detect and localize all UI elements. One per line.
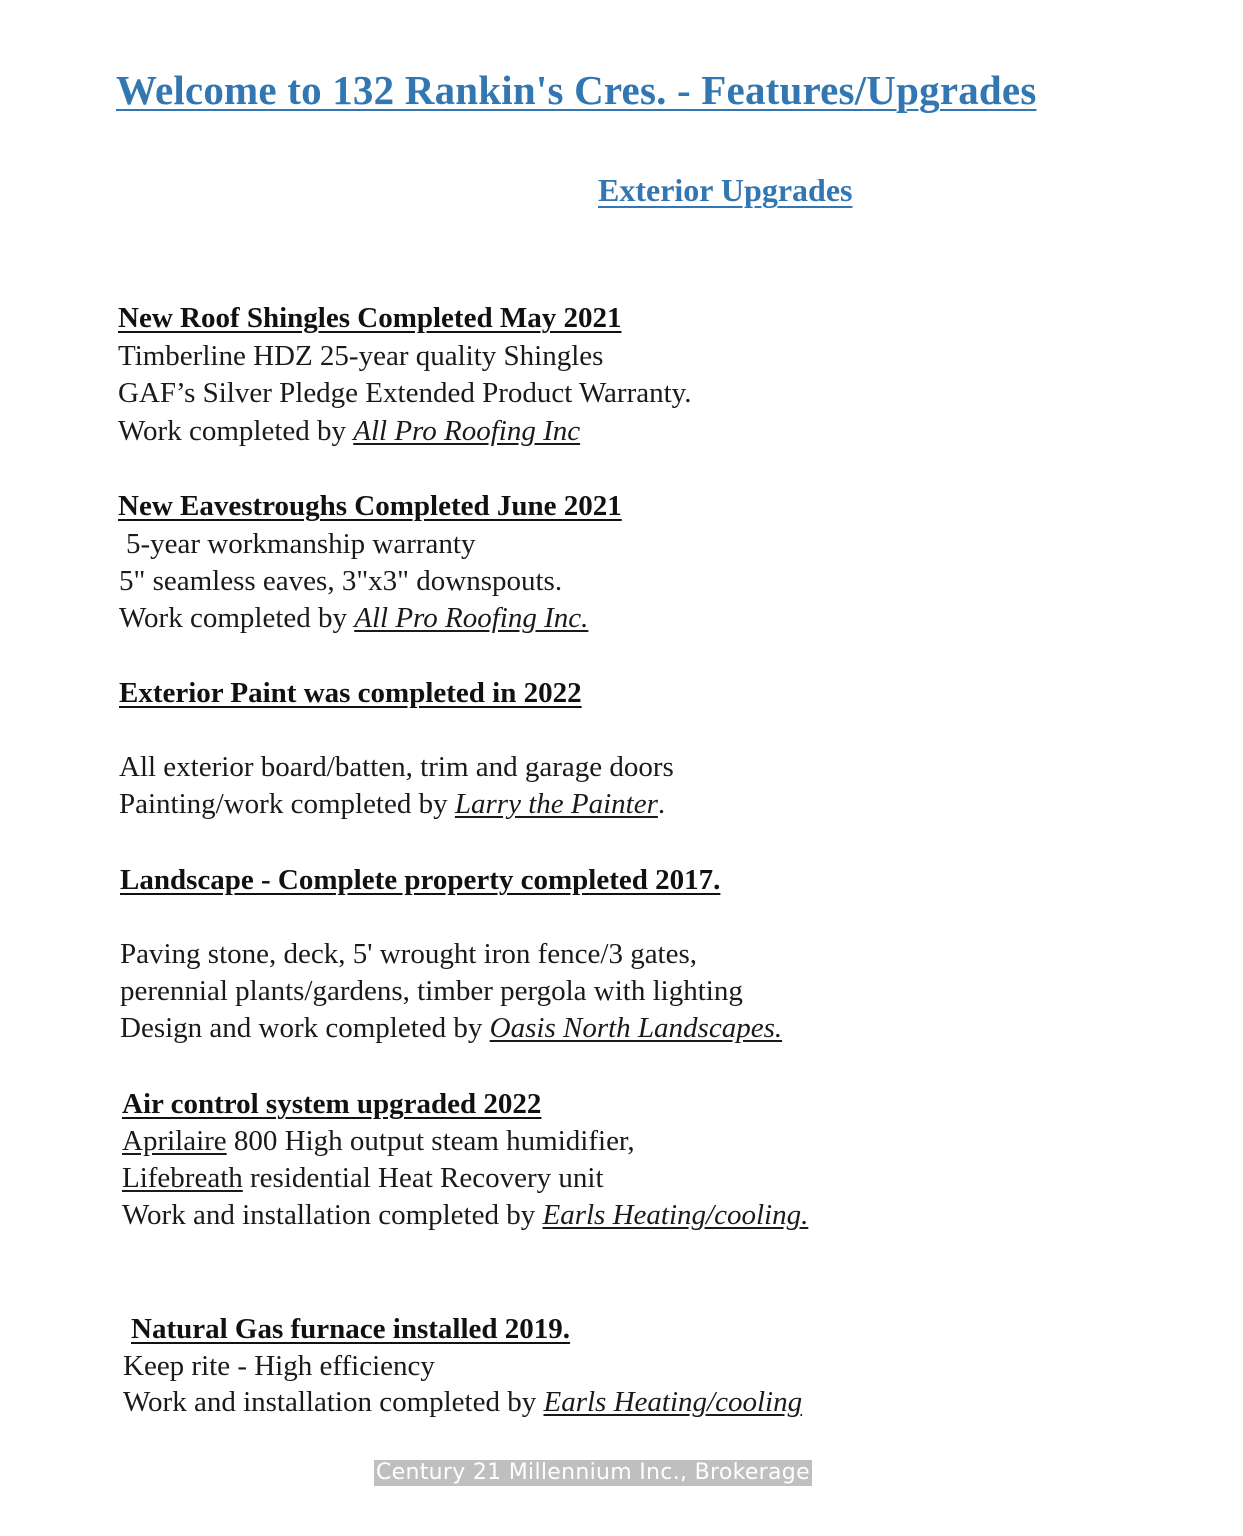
air-line-1	[122, 1125, 635, 1158]
paint-heading: Exterior Paint was completed in 2022	[119, 677, 582, 709]
aprilaire-brand: Aprilaire	[122, 1125, 227, 1157]
furnace-line-1: Keep rite - High efficiency	[123, 1350, 435, 1382]
air-line-2	[122, 1162, 604, 1195]
eaves-line-3	[119, 602, 588, 635]
landscape-line-3-prefix: Design and work completed by	[120, 1012, 490, 1044]
paint-line-2	[119, 788, 665, 821]
air-line-3-prefix: Work and installation completed by	[122, 1199, 543, 1231]
lifebreath-brand: Lifebreath	[122, 1162, 243, 1194]
eaves-line-1: 5-year workmanship warranty	[126, 528, 476, 560]
air-line-3	[122, 1199, 808, 1232]
roof-line-2: GAF’s Silver Pledge Extended Product Warranty.	[118, 377, 692, 409]
furnace-contractor: Earls Heating/cooling	[543, 1386, 803, 1418]
landscape-line-2: perennial plants/gardens, timber pergola with lighting	[120, 975, 743, 1007]
landscape-heading: Landscape - Complete property completed 2017.	[120, 864, 721, 896]
air-line-1-rest: 800 High output steam humidifier,	[226, 1125, 635, 1157]
furnace-heading: Natural Gas furnace installed 2019.	[131, 1313, 571, 1345]
paint-line-1: All exterior board/batten, trim and garage doors	[119, 751, 674, 783]
section-title-exterior-upgrades: Exterior Upgrades	[598, 172, 853, 208]
paint-line-2-suffix: .	[657, 788, 666, 820]
paint-line-2-prefix: Painting/work completed by	[119, 788, 455, 820]
roof-line-3-prefix: Work completed by	[118, 415, 354, 447]
landscape-contractor: Oasis North Landscapes.	[489, 1012, 783, 1044]
air-contractor: Earls Heating/cooling.	[542, 1199, 809, 1231]
air-heading: Air control system upgraded 2022	[122, 1088, 542, 1120]
brokerage-watermark: Century 21 Millennium Inc., Brokerage	[376, 1460, 810, 1485]
eaves-heading: New Eavestroughs Completed June 2021	[118, 490, 622, 522]
roof-heading: New Roof Shingles Completed May 2021	[118, 302, 622, 334]
landscape-line-3	[120, 1012, 782, 1045]
paint-contractor: Larry the Painter	[454, 788, 658, 820]
furnace-line-2-prefix: Work and installation completed by	[123, 1386, 544, 1418]
landscape-line-1: Paving stone, deck, 5' wrought iron fence/3 gates,	[120, 938, 698, 970]
eaves-line-3-prefix: Work completed by	[119, 602, 355, 634]
eaves-contractor: All Pro Roofing Inc.	[354, 602, 589, 634]
document-title: Welcome to 132 Rankin's Cres. - Features/Upgrades	[116, 67, 1037, 113]
eaves-line-2: 5" seamless eaves, 3"x3" downspouts.	[119, 565, 563, 597]
roof-contractor: All Pro Roofing Inc	[353, 415, 581, 447]
roof-line-3	[118, 415, 580, 448]
furnace-line-2	[123, 1386, 802, 1419]
air-line-2-rest: residential Heat Recovery unit	[242, 1162, 604, 1194]
roof-line-1: Timberline HDZ 25-year quality Shingles	[118, 340, 604, 372]
